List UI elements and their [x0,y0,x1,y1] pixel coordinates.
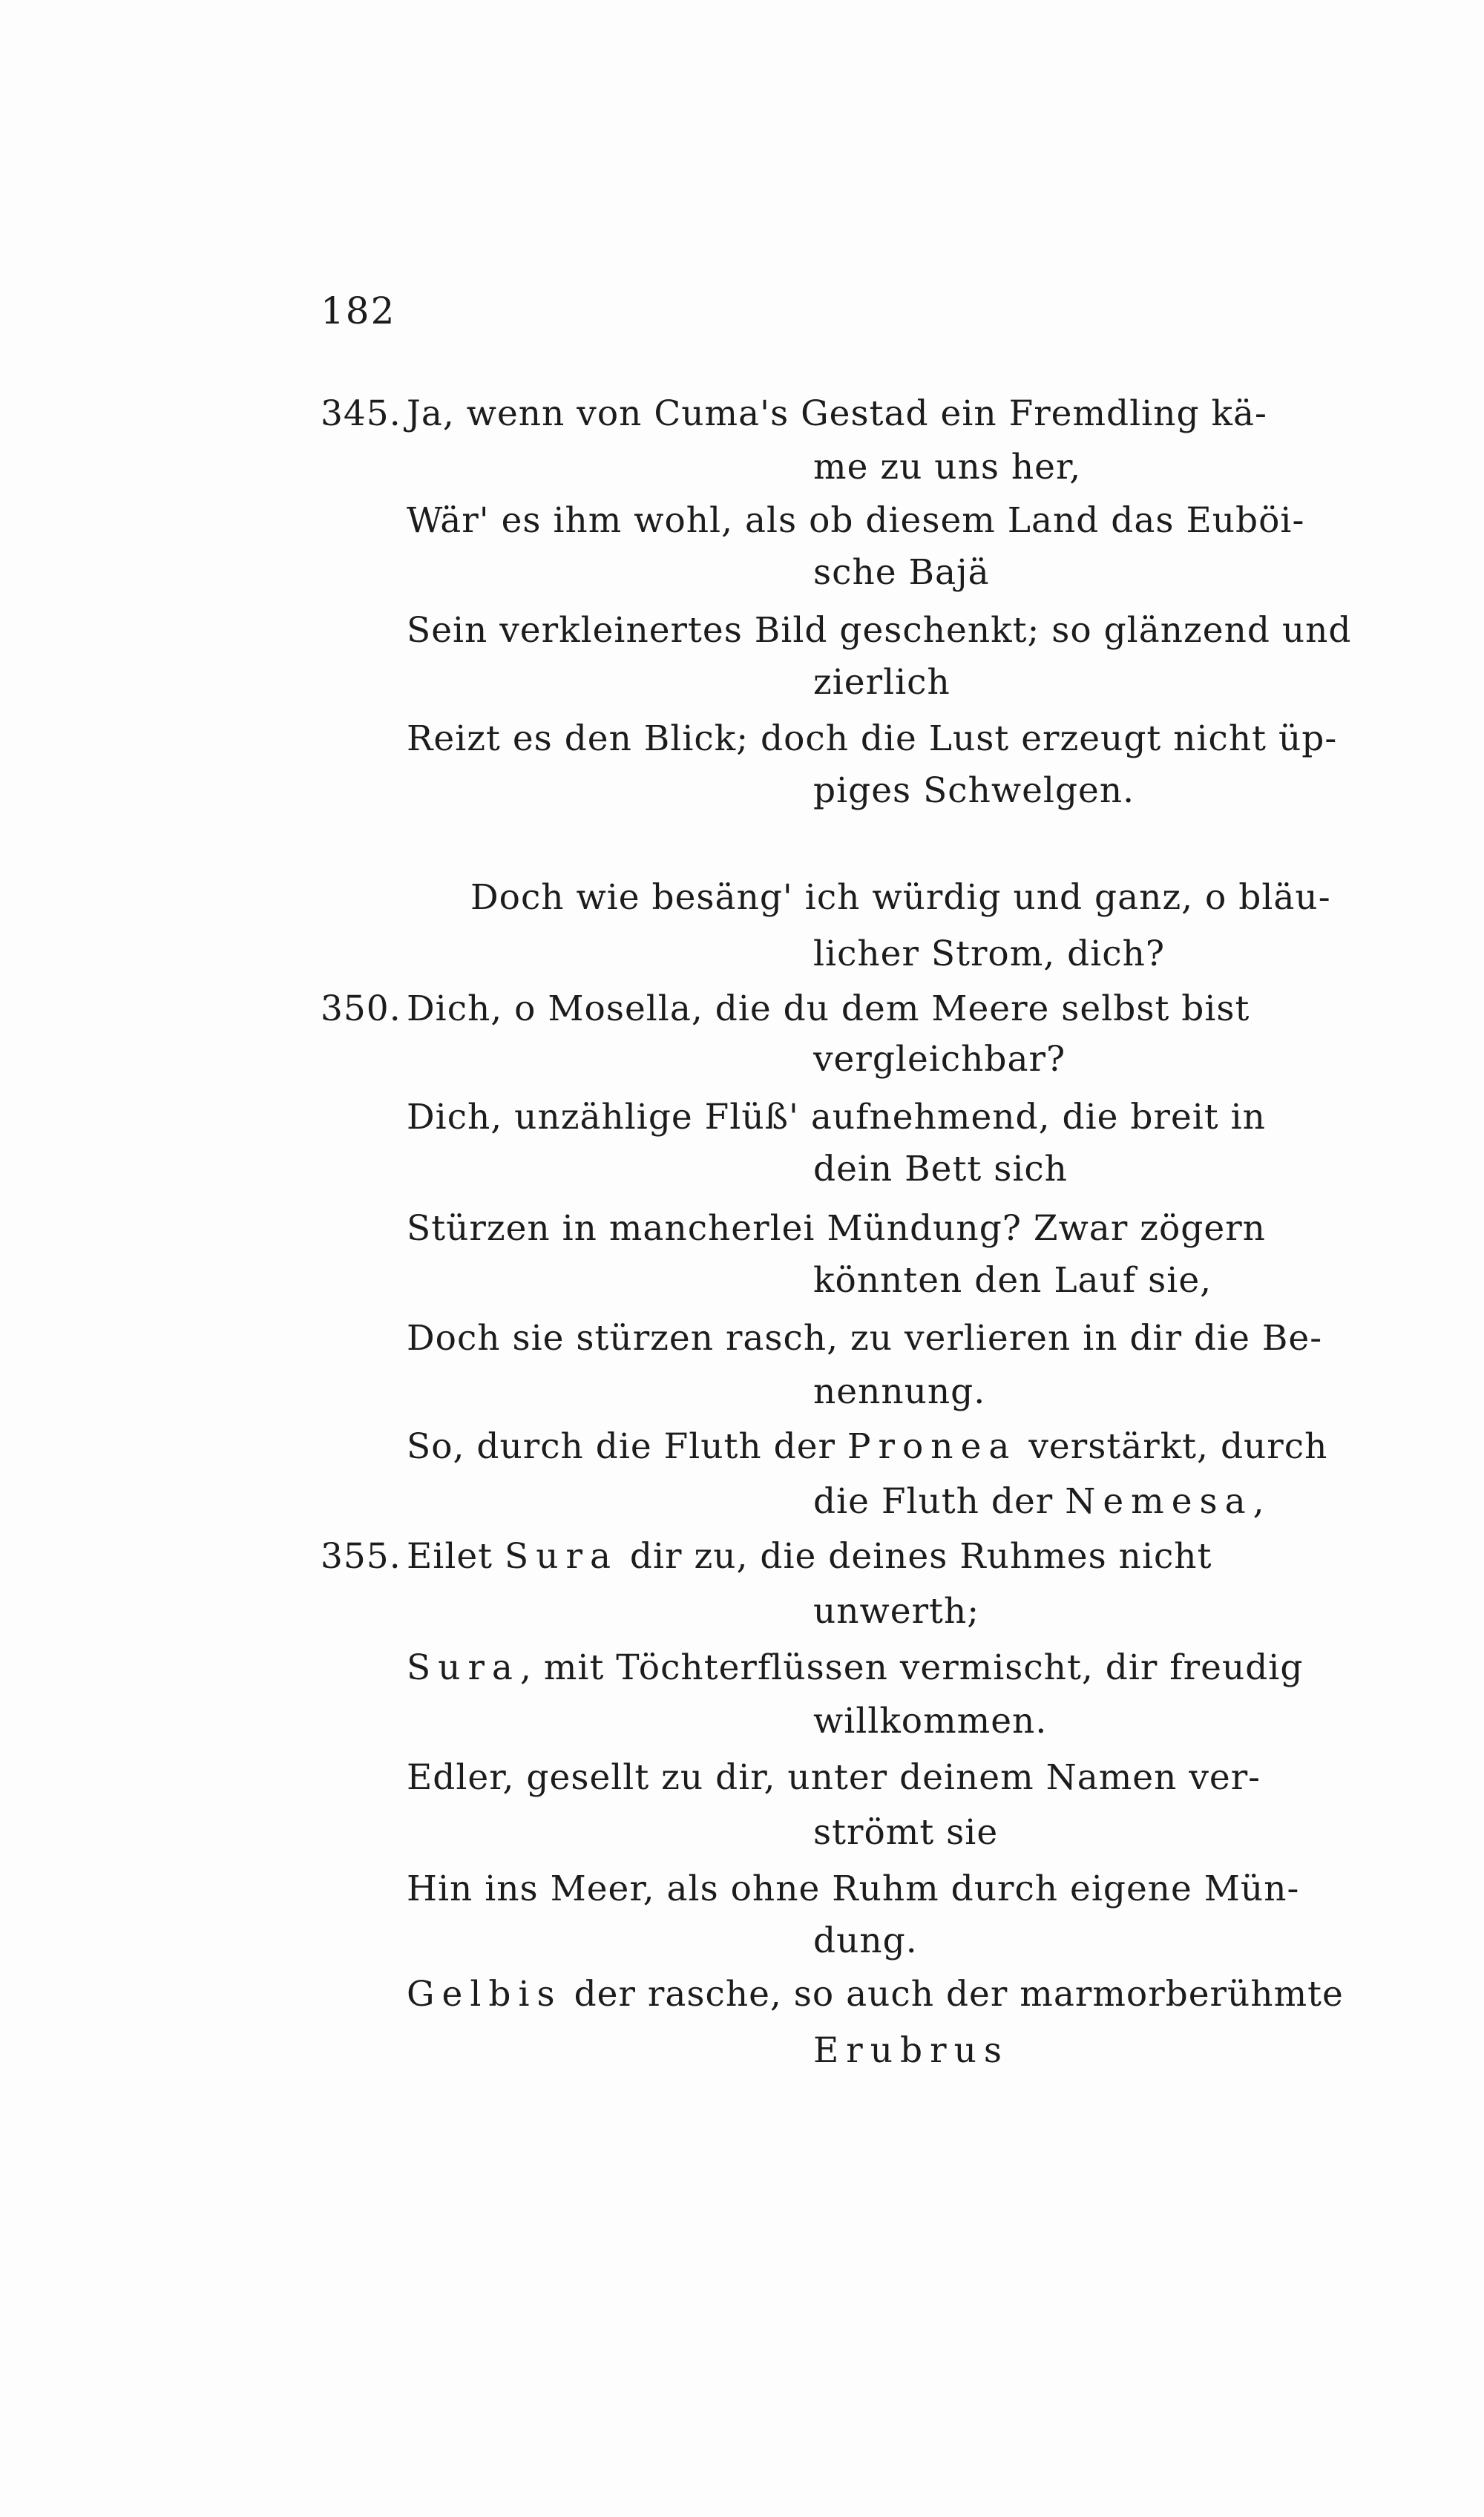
verse-line-continuation: nennung. [813,1371,986,1412]
line-number: 350. [321,988,401,1029]
verse-line: Reizt es den Blick; doch die Lust erzeugt nicht üp- [407,718,1338,759]
verse-line-continuation: strömt sie [813,1812,999,1853]
verse-line-continuation: licher Strom, dich? [813,933,1166,974]
verse-text: verstärkt, durch [1017,1426,1328,1467]
verse-text: So, durch die Fluth der [407,1426,847,1467]
verse-line [321,1536,1212,1577]
verse-text: die Fluth der [813,1481,1066,1522]
verse-line-continuation: könnten den Lauf sie, [813,1260,1212,1301]
verse-line: Stürzen in mancherlei Mündung? Zwar zögern [407,1208,1266,1249]
verse-line [407,1647,1304,1688]
verse-line-continuation: vergleichbar? [813,1039,1066,1080]
verse-line: Wär' es ihm wohl, als ob diesem Land das Euböi- [407,500,1305,541]
line-number: 355. [321,1536,401,1577]
verse-text: Eilet [407,1536,505,1577]
verse-line: Dich, unzählige Flüß' aufnehmend, die breit in [407,1097,1266,1138]
verse-line-continuation: dein Bett sich [813,1149,1068,1189]
verse-line-continuation: me zu uns her, [813,447,1082,488]
verse-line-continuation: sche Bajä [813,552,990,593]
verse-text: , [1252,1481,1265,1522]
river-name: Pronea [847,1426,1017,1467]
verse-text: Ja, wenn von Cuma's Gestad ein Fremdling kä- [407,393,1267,434]
verse-line-continuation: willkommen. [813,1701,1048,1742]
page-number: 182 [321,289,396,332]
line-number: 345. [321,393,401,434]
verse-line [321,393,1267,434]
verse-text: Dich, o Mosella, die du dem Meere selbst bist [407,988,1250,1029]
verse-text: dir zu, die deines Ruhmes nicht [617,1536,1212,1577]
verse-line-continuation: piges Schwelgen. [813,770,1135,811]
verse-line-continuation: dung. [813,1920,918,1961]
verse-line-continuation: Erubrus [813,2030,1009,2071]
verse-line: Sein verkleinertes Bild geschenkt; so glänzend und [407,610,1352,651]
verse-line [407,1426,1328,1467]
verse-line-continuation: unwerth; [813,1591,980,1632]
verse-line-continuation [813,1481,1265,1522]
verse-text: , mit Töchterflüssen vermischt, dir freudig [519,1647,1304,1688]
verse-line [407,1974,1344,2015]
verse-text: der rasche, so auch der marmorberühmte [562,1974,1344,2015]
verse-line [321,988,1250,1029]
verse-line-continuation: zierlich [813,662,951,703]
verse-line: Edler, gesellt zu dir, unter deinem Namen ver- [407,1757,1261,1798]
river-name: Gelbis [407,1974,562,2015]
river-name: Sura [407,1647,520,1688]
verse-line: Doch wie besäng' ich würdig und ganz, o bläu- [470,877,1331,918]
river-name: Sura [505,1536,618,1577]
verse-line: Doch sie stürzen rasch, zu verlieren in dir die Be- [407,1318,1323,1359]
verse-line: Hin ins Meer, als ohne Ruhm durch eigene Mün- [407,1868,1300,1909]
river-name: Nemesa [1065,1481,1253,1522]
